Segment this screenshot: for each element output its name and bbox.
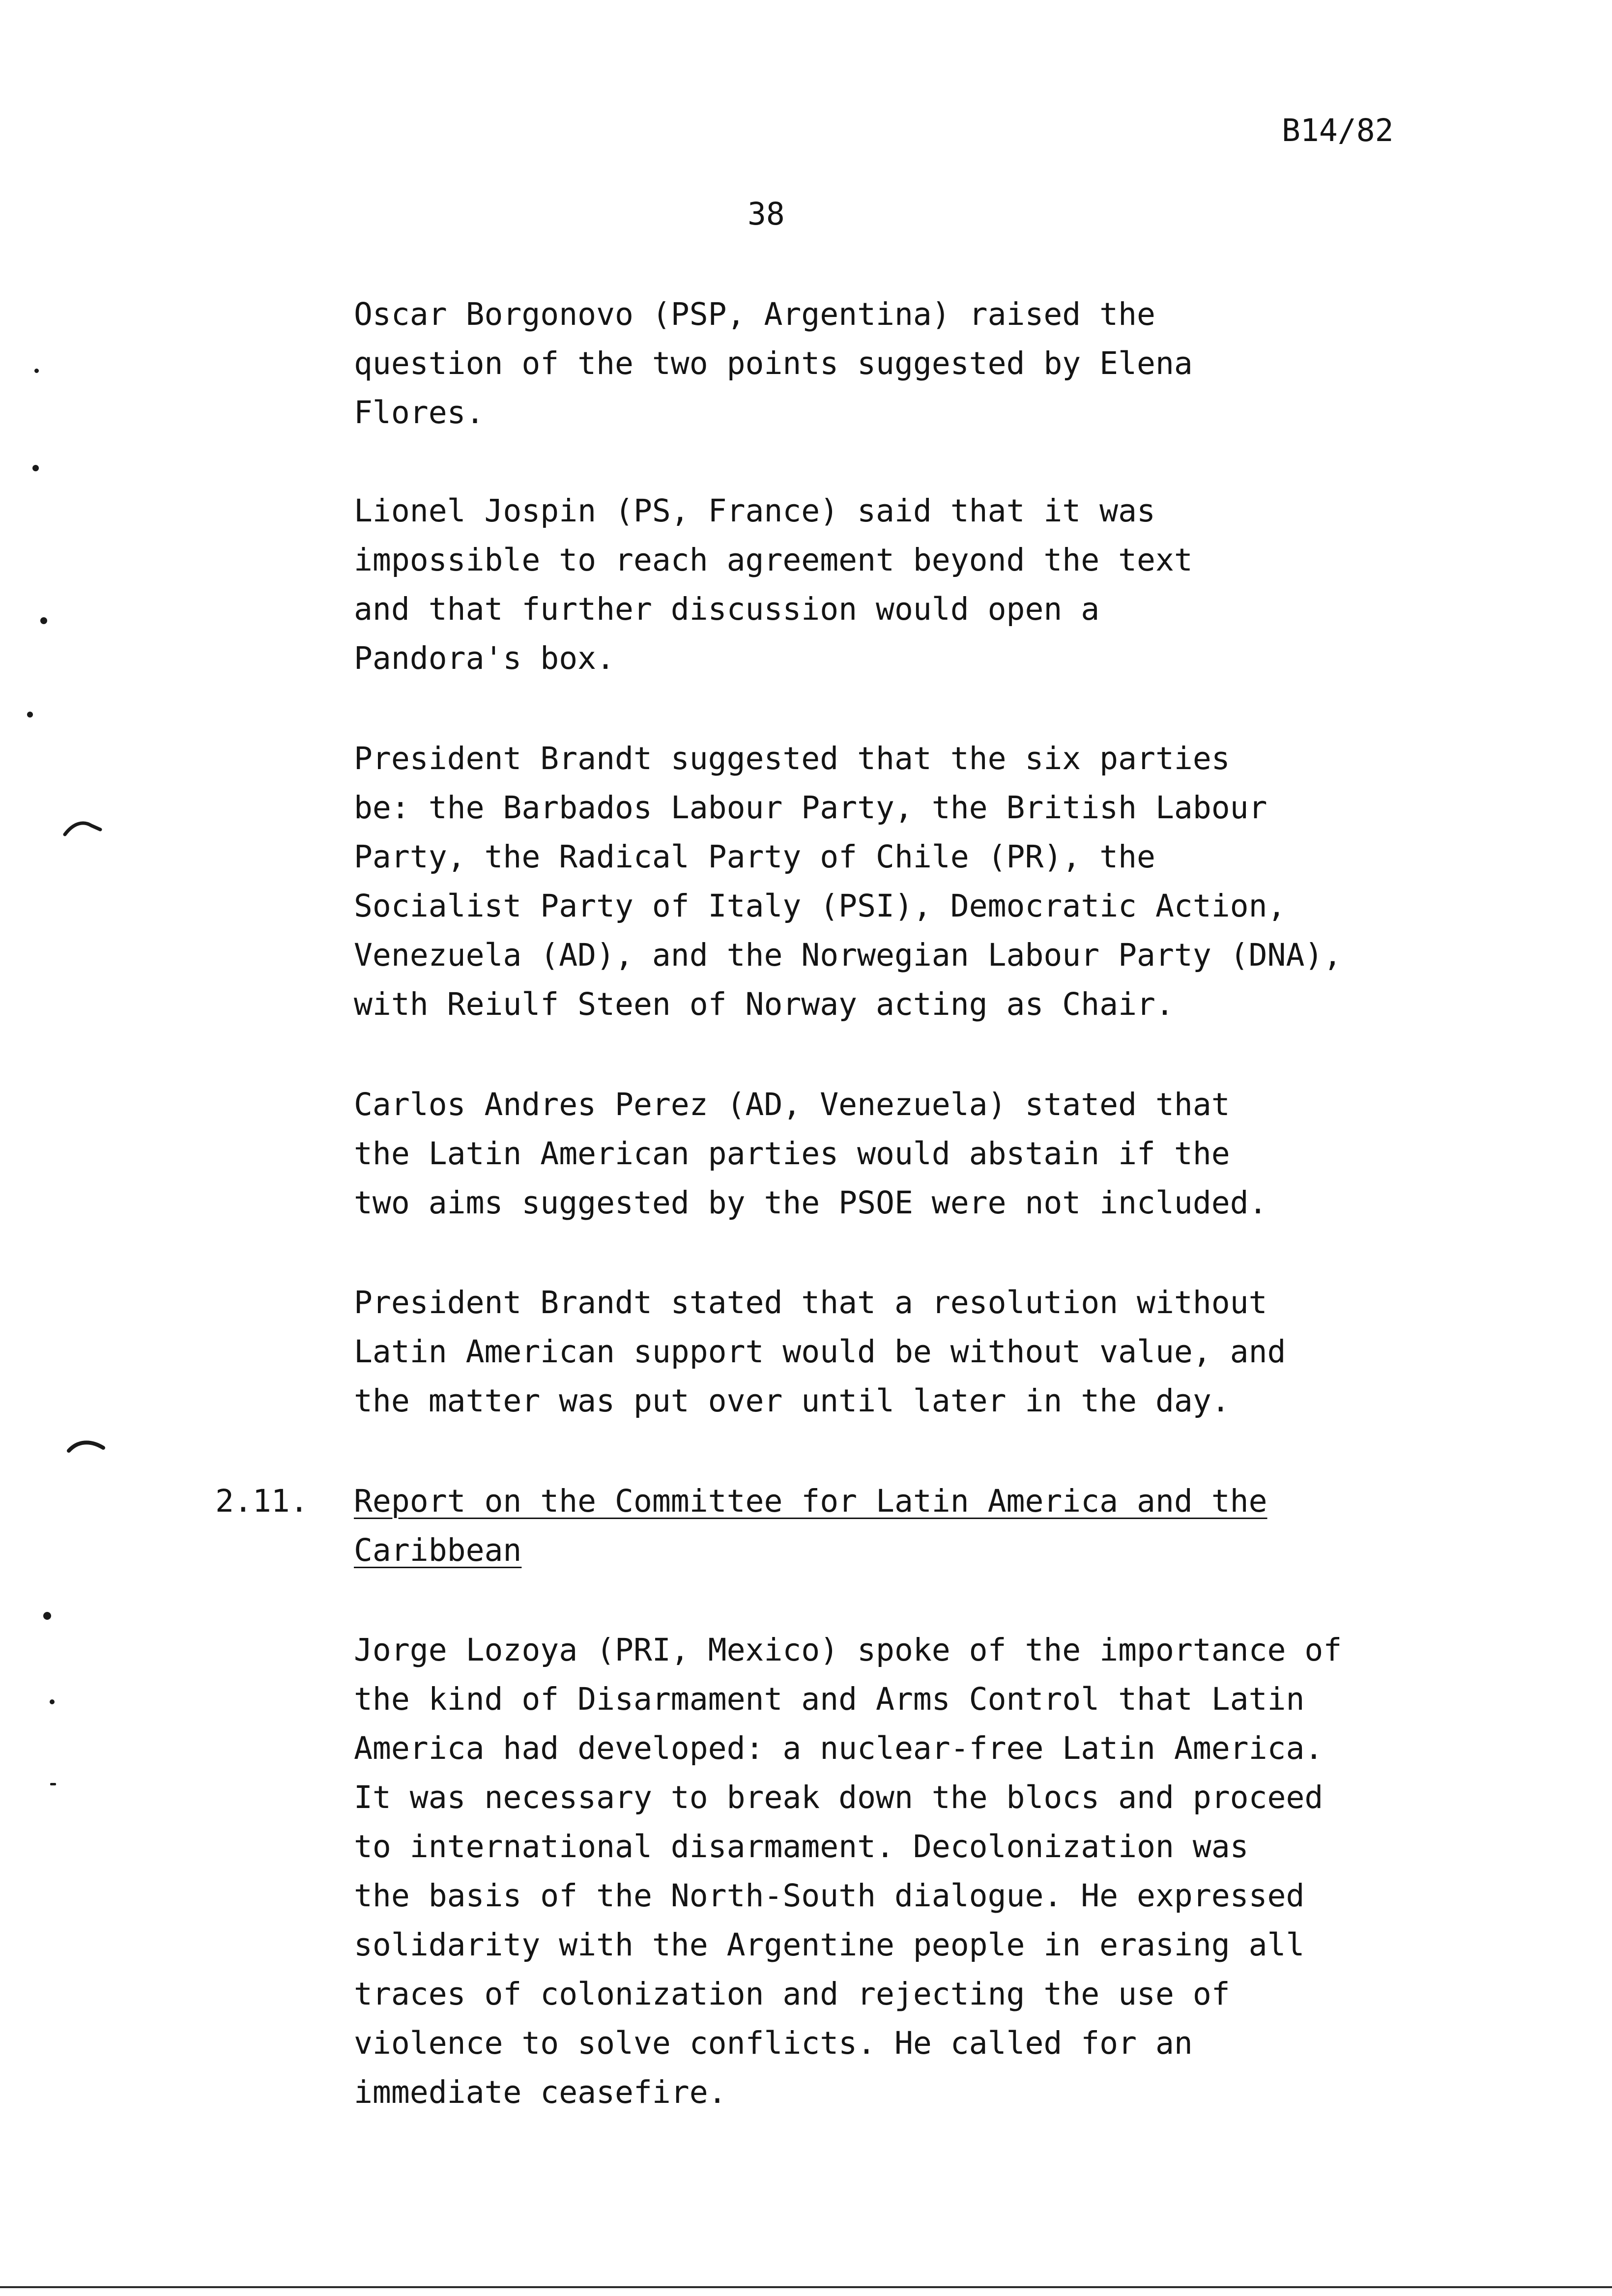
- paragraph-line: It was necessary to break down the blocs and proceed: [354, 1779, 1324, 1815]
- paragraph-line: traces of colonization and rejecting the use of: [354, 1976, 1230, 2012]
- paragraph-line: President Brandt stated that a resolution without: [354, 1285, 1267, 1320]
- section-number: 2.11.: [215, 1483, 309, 1519]
- paragraph-line: violence to solve conflicts. He called for an: [354, 2025, 1193, 2061]
- paragraph-line: Venezuela (AD), and the Norwegian Labour Party (DNA),: [354, 937, 1342, 973]
- margin-mark: [32, 465, 39, 471]
- margin-mark: [50, 1783, 56, 1785]
- paragraph-line: be: the Barbados Labour Party, the British Labour: [354, 790, 1267, 826]
- section-title: [354, 1477, 1267, 1575]
- section-title-line: Caribbean: [354, 1532, 522, 1568]
- bottom-edge-rule: [0, 2286, 1612, 2288]
- margin-mark: [40, 617, 47, 624]
- section-title-line: Report on the Committee for Latin America and the: [354, 1483, 1267, 1519]
- paragraph-line: Lionel Jospin (PS, France) said that it was: [354, 493, 1155, 529]
- margin-mark: [34, 369, 39, 373]
- paragraph-line: Latin American support would be without value, and: [354, 1334, 1286, 1370]
- margin-mark: [27, 712, 33, 718]
- paragraph-line: immediate ceasefire.: [354, 2074, 727, 2110]
- margin-mark: [67, 1437, 106, 1457]
- paragraph-line: two aims suggested by the PSOE were not included.: [354, 1185, 1267, 1221]
- paragraph-jospin: [354, 487, 1484, 683]
- paragraph-line: question of the two points suggested by Elena: [354, 345, 1193, 381]
- paragraph-perez: [354, 1080, 1484, 1228]
- margin-mark: [63, 816, 102, 837]
- paragraph-line: Socialist Party of Italy (PSI), Democratic Action,: [354, 888, 1286, 924]
- paragraph-line: Party, the Radical Party of Chile (PR), the: [354, 839, 1155, 875]
- paragraph-line: with Reiulf Steen of Norway acting as Chair.: [354, 986, 1174, 1022]
- paragraph-borgonovo: [354, 290, 1484, 437]
- paragraph-line: impossible to reach agreement beyond the text: [354, 542, 1193, 578]
- paragraph-line: Flores.: [354, 395, 485, 430]
- document-reference: B14/82: [1282, 113, 1394, 148]
- paragraph-line: the kind of Disarmament and Arms Control that Latin: [354, 1681, 1305, 1717]
- paragraph-lozoya: [354, 1626, 1484, 2117]
- paragraph-line: and that further discussion would open a: [354, 591, 1100, 627]
- paragraph-line: President Brandt suggested that the six parties: [354, 741, 1230, 776]
- margin-mark: [43, 1612, 51, 1620]
- page-number: 38: [748, 196, 785, 232]
- paragraph-line: the matter was put over until later in the day.: [354, 1383, 1230, 1419]
- paragraph-line: Jorge Lozoya (PRI, Mexico) spoke of the importance of: [354, 1632, 1342, 1668]
- paragraph-brandt-resolution: [354, 1278, 1484, 1426]
- paragraph-line: the basis of the North-South dialogue. He expressed: [354, 1878, 1305, 1914]
- paragraph-line: Pandora's box.: [354, 640, 615, 676]
- paragraph-line: Oscar Borgonovo (PSP, Argentina) raised the: [354, 296, 1155, 332]
- margin-mark: [50, 1699, 55, 1704]
- paragraph-line: solidarity with the Argentine people in erasing all: [354, 1927, 1305, 1963]
- paragraph-line: America had developed: a nuclear-free Latin America.: [354, 1730, 1324, 1766]
- paragraph-brandt-six-parties: [354, 734, 1484, 1029]
- paragraph-line: to international disarmament. Decolonization was: [354, 1829, 1249, 1865]
- paragraph-line: Carlos Andres Perez (AD, Venezuela) stated that: [354, 1087, 1230, 1122]
- paragraph-line: the Latin American parties would abstain if the: [354, 1136, 1230, 1172]
